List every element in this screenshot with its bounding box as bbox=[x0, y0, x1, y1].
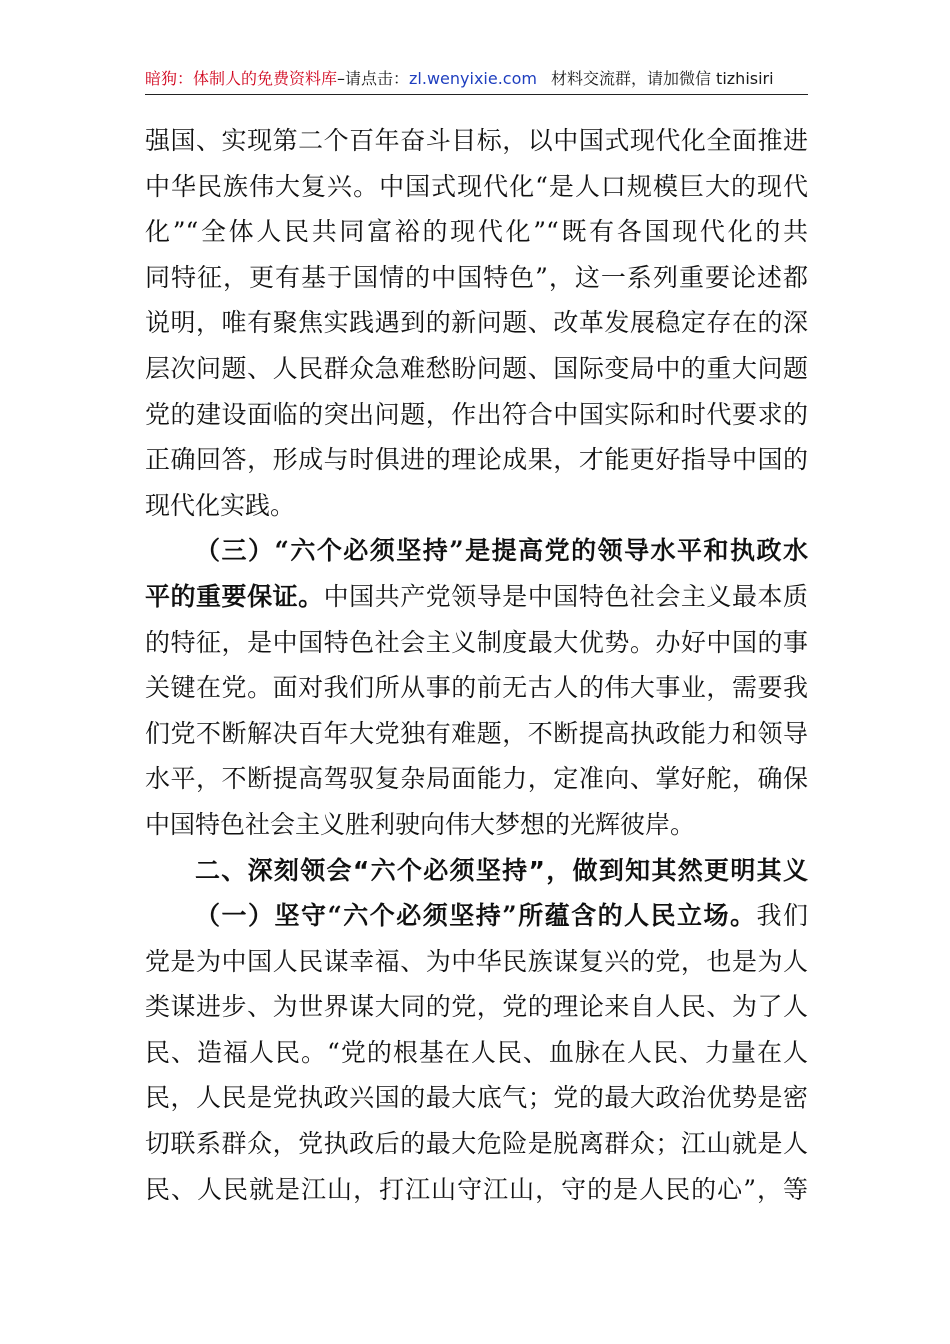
text-line: 中国特色社会主义胜利驶向伟大梦想的光辉彼岸。 bbox=[145, 809, 696, 839]
text-line: 中华民族伟大复兴。中国式现代化“是人口规模巨大的现代 bbox=[145, 171, 808, 201]
header-link-prefix: –请点击： bbox=[337, 69, 410, 88]
section-3-text: 中国共产党领导是中国特色社会主义最本质 bbox=[323, 581, 808, 611]
text-line: 民，人民是党执政兴国的最大底气；党的最大政治优势是密 bbox=[145, 1083, 808, 1113]
text-line: 的特征，是中国特色社会主义制度最大优势。办好中国的事 bbox=[145, 627, 808, 657]
text-line: 层次问题、人民群众急难愁盼问题、国际变局中的重大问题 bbox=[145, 353, 808, 383]
text-line bbox=[145, 574, 808, 620]
section-2-1-title: （一）坚守“六个必须坚持”所蕴含的人民立场。 bbox=[195, 901, 757, 931]
header-wechat-text: 材料交流群，请加微信 tizhisiri bbox=[550, 69, 774, 88]
section-2-1-text: 我们 bbox=[756, 901, 808, 931]
text-line: 们党不断解决百年大党独有难题，不断提高执政能力和领导 bbox=[145, 718, 808, 748]
text-line: 类谋进步、为世界谋大同的党，党的理论来自人民、为了人 bbox=[145, 992, 808, 1022]
text-line: 党的建设面临的突出问题，作出符合中国实际和时代要求的 bbox=[145, 399, 808, 429]
header-site-name: 暗狗：体制人的免费资料库 bbox=[145, 69, 338, 88]
text-line: 民、造福人民。“党的根基在人民、血脉在人民、力量在人 bbox=[145, 1037, 808, 1067]
section-3-title: （三）“六个必须坚持”是提高党的领导水平和执政水 bbox=[195, 536, 808, 566]
text-line: 说明，唯有聚焦实践遇到的新问题、改革发展稳定存在的深 bbox=[145, 308, 808, 338]
text-line: 强国、实现第二个百年奋斗目标，以中国式现代化全面推进 bbox=[145, 126, 808, 155]
heading-2: 二、深刻领会“六个必须坚持”，做到知其然更明其义 bbox=[195, 855, 808, 885]
page-header bbox=[145, 66, 808, 95]
text-line: 党是为中国人民谋幸福、为中华民族谋复兴的党，也是为人 bbox=[145, 946, 808, 976]
text-line: 现代化实践。 bbox=[145, 490, 296, 520]
section-3-title-cont: 平的重要保证。 bbox=[145, 581, 324, 611]
text-line bbox=[145, 893, 808, 939]
text-line: 切联系群众，党执政后的最大危险是脱离群众；江山就是人 bbox=[145, 1129, 808, 1159]
text-line: 民、人民就是江山，打江山守江山，守的是人民的心”，等 bbox=[145, 1174, 808, 1204]
text-line: 化”“全体人民共同富裕的现代化”“既有各国现代化的共 bbox=[145, 217, 808, 247]
document-body bbox=[145, 118, 808, 1212]
text-line: 正确回答，形成与时俱进的理论成果，才能更好指导中国的 bbox=[145, 445, 808, 475]
text-line: 同特征，更有基于国情的中国特色”，这一系列重要论述都 bbox=[145, 262, 808, 292]
text-line: 关键在党。面对我们所从事的前无古人的伟大事业，需要我 bbox=[145, 673, 808, 703]
header-link[interactable]: zl.wenyixie.com bbox=[409, 69, 537, 88]
text-line: 水平，不断提高驾驭复杂局面能力，定准向、掌好舵，确保 bbox=[145, 764, 808, 794]
